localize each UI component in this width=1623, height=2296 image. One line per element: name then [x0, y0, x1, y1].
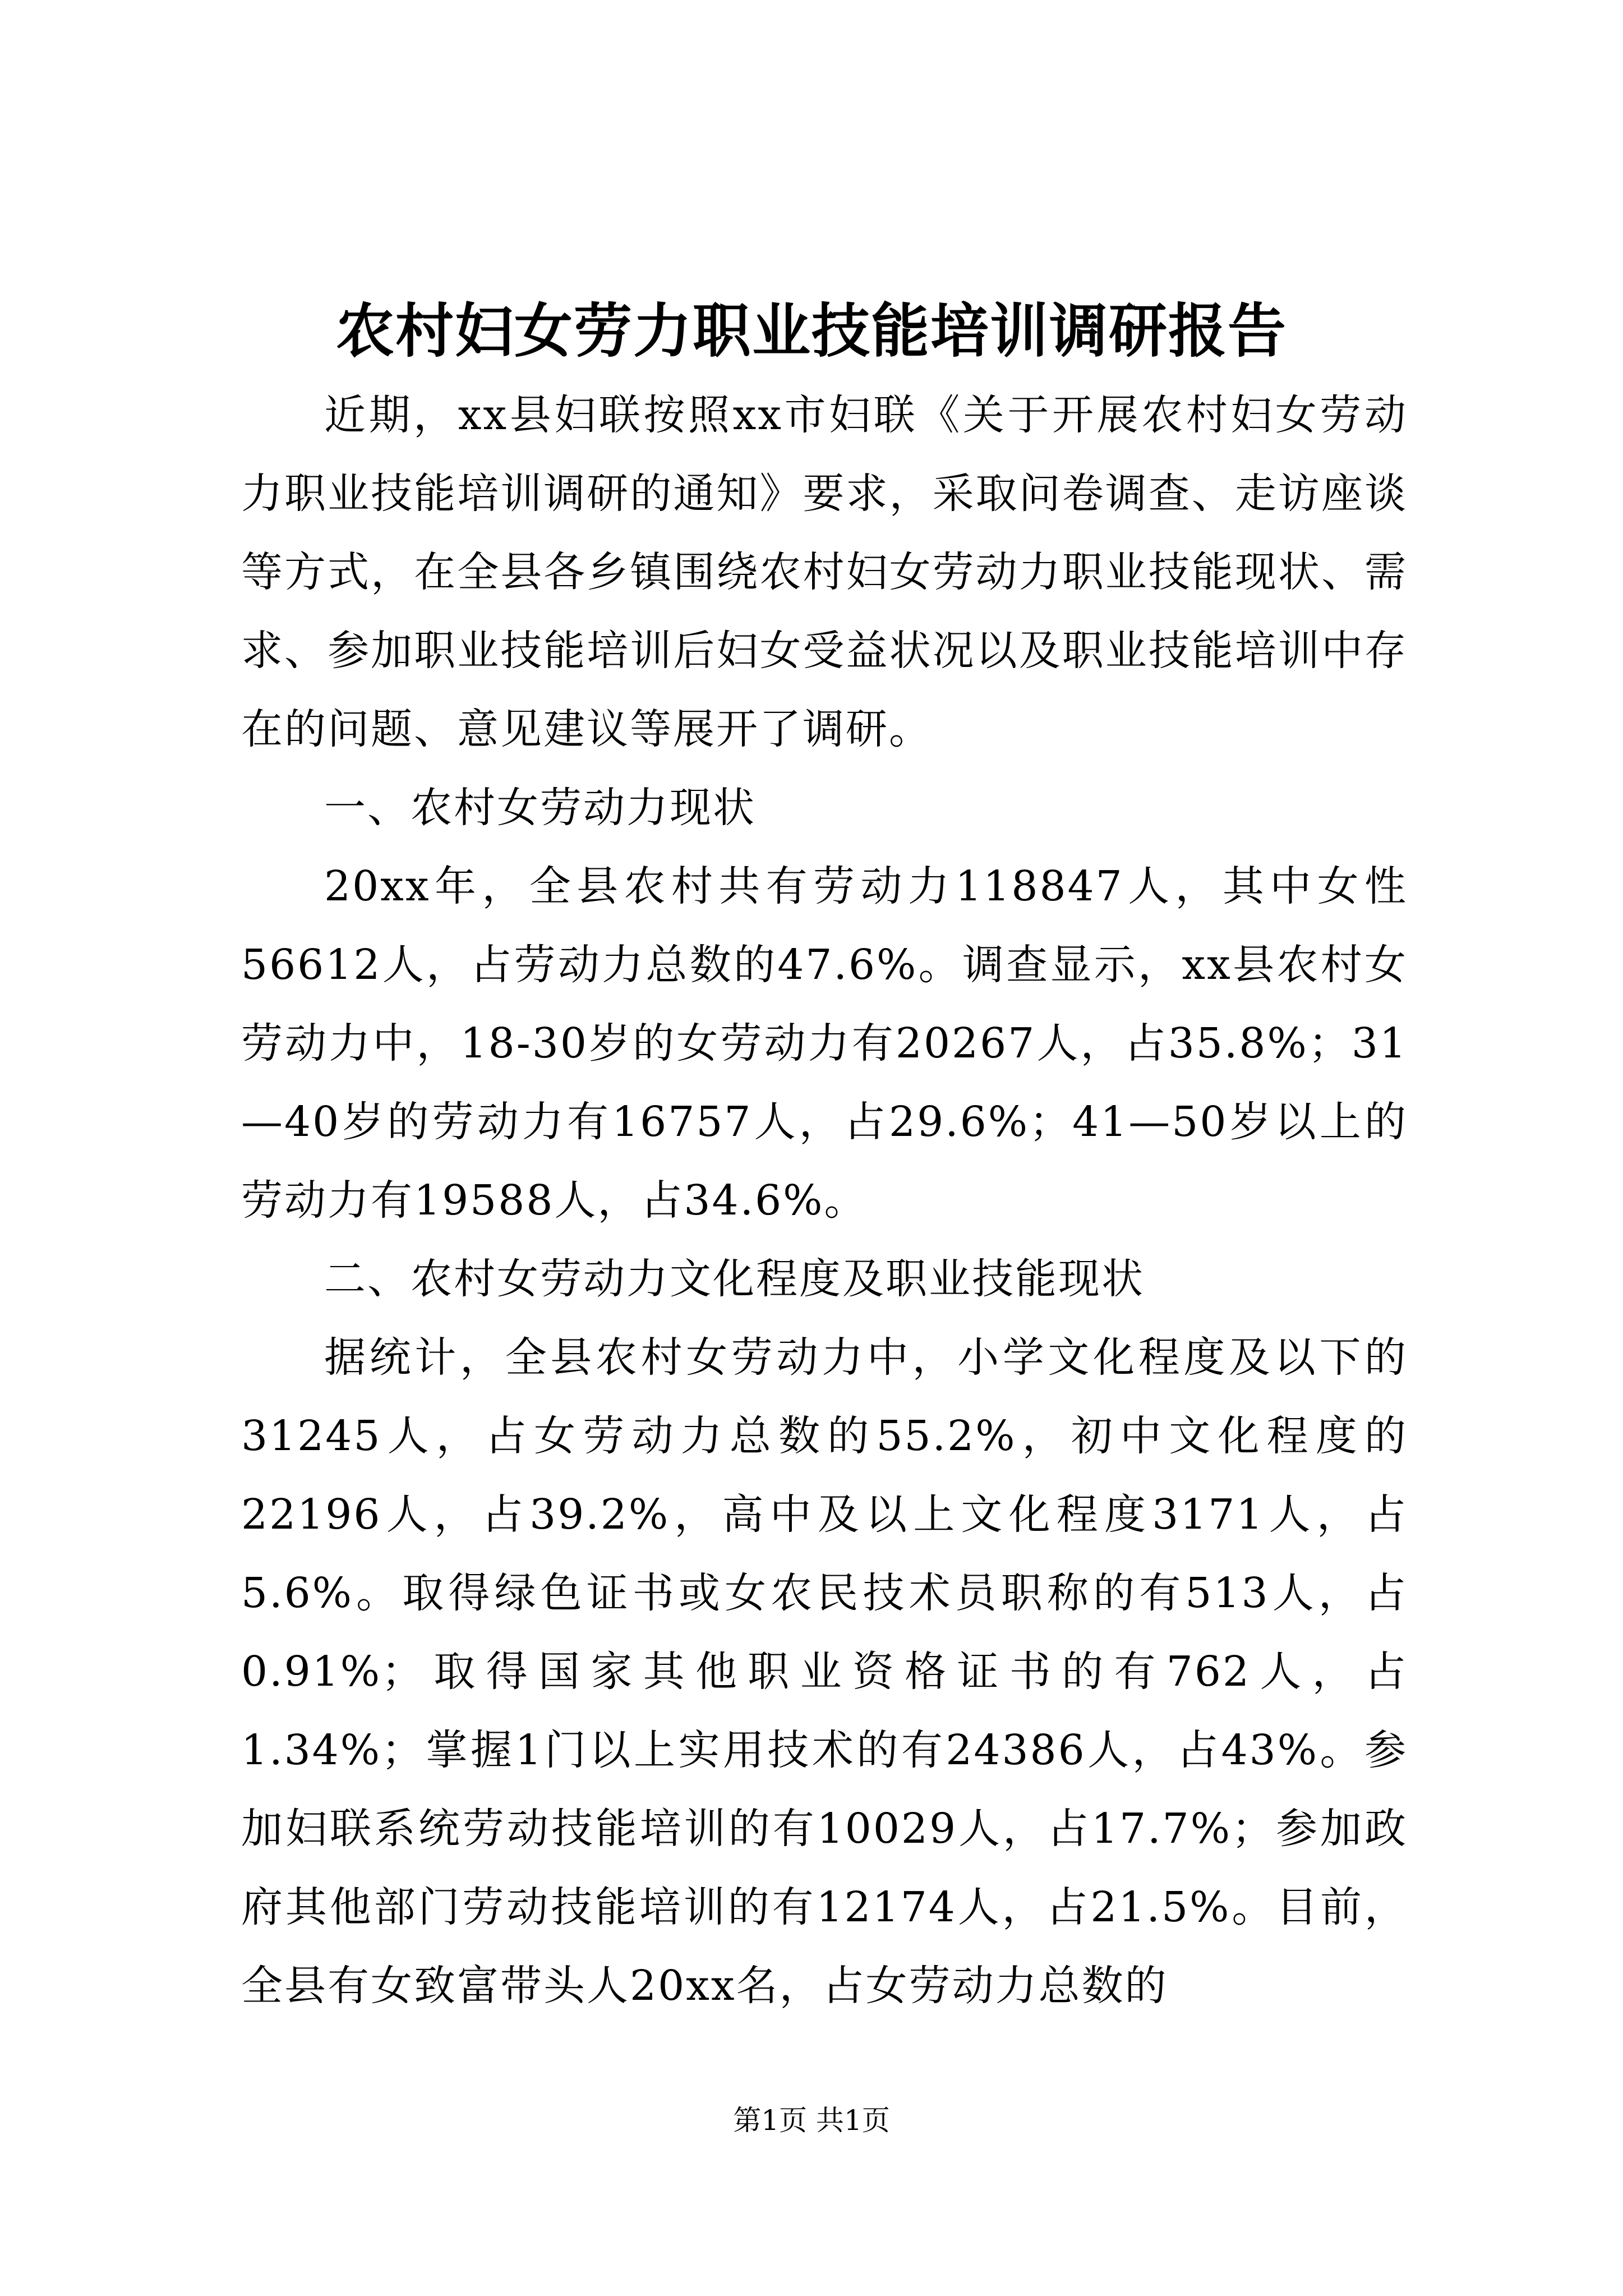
labor-status-paragraph: 20xx年，全县农村共有劳动力118847人，其中女性56612人，占劳动力总数的47.6%。调查显示，xx县农村女劳动力中，18-30岁的女劳动力有20267人，占35.8%；31—40岁的劳动力有16757人，占29.6%；41—50岁以上的劳动力有19588人，占34.6%。: [241, 862, 1408, 1225]
section-heading-1: 一、农村女劳动力现状: [324, 784, 756, 832]
education-skills-paragraph: 据统计，全县农村女劳动力中，小学文化程度及以下的31245人，占女劳动力总数的55.2%，初中文化程度的22196人，占39.2%，高中及以上文化程度3171人，占5.6%。取得绿色证书或女农民技术员职称的有513人，占0.91%；取得国家其他职业资格证书的有762人，占1.34%；掌握1门以上实用技术的有24386人，占43%。参加妇联系统劳动技能培训的有10029人，占17.7%；参加政府其他部门劳动技能培训的有12174人，占21.5%。目前，全县有女致富带头人20xx名，占女劳动力总数的: [241, 1333, 1408, 2010]
document-body: [241, 376, 1408, 2025]
intro-paragraph: 近期，xx县妇联按照xx市妇联《关于开展农村妇女劳动力职业技能培训调研的通知》要求，采取问卷调查、走访座谈等方式，在全县各乡镇围绕农村妇女劳动力职业技能现状、需求、参加职业技能培训后妇女受益状况以及职业技能培训中存在的问题、意见建议等展开了调研。: [241, 391, 1408, 753]
document-title: 农村妇女劳力职业技能培训调研报告: [335, 296, 1287, 365]
page-footer: 第1页 共1页: [733, 2104, 890, 2137]
section-heading-2: 二、农村女劳动力文化程度及职业技能现状: [324, 1255, 1145, 1303]
